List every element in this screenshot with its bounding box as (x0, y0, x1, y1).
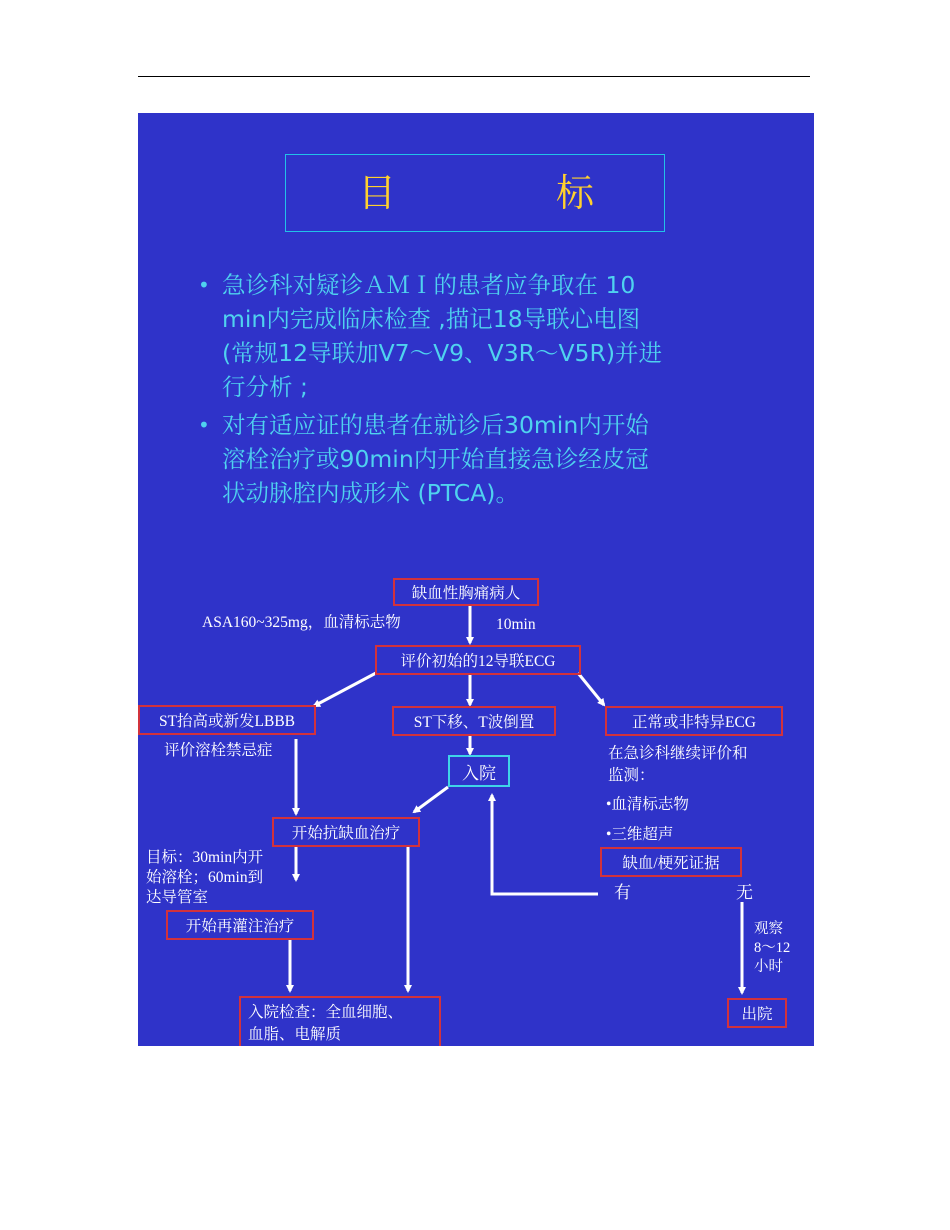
fc-admit-box: 入院 (448, 755, 510, 787)
arrow-ecg-to-normal (578, 673, 604, 705)
fc-eval-contra: 评价溶栓禁忌症 (164, 742, 273, 759)
fc-admission-tests-box (239, 996, 441, 1046)
bullet-line: 对有适应证的患者在就诊后30min内开始 (222, 411, 649, 439)
fc-no-label: 无 (736, 883, 753, 902)
bullet-line: min内完成临床检查 ,描记18导联心电图 (222, 305, 641, 333)
fc-st-dep-box: ST下移、T波倒置 (392, 706, 556, 736)
fc-observe-3: 小时 (754, 959, 783, 975)
bullet-line: 溶栓治疗或90min内开始直接急诊经皮冠 (222, 445, 649, 473)
arrow-ecg-to-st-elev (314, 673, 376, 706)
bullet-line: 急诊科对疑诊ＡＭＩ的患者应争取在 10 (222, 271, 636, 299)
fc-monitor-1: •血清标志物 (606, 796, 689, 813)
fc-goal-1: 目标：30min内开 (146, 849, 264, 866)
fc-monitor-2: •三维超声 (606, 826, 674, 843)
fc-time-note: 10min (496, 616, 536, 633)
header-rule (138, 76, 810, 77)
bullet-dot: • (198, 273, 210, 297)
fc-discharge-box: 出院 (727, 998, 787, 1028)
fc-admission-tests-2: 血脂、电解质 (248, 1026, 342, 1043)
fc-anti-ischemia-box: 开始抗缺血治疗 (272, 817, 420, 847)
fc-observe-2: 8～12 (754, 940, 791, 956)
slide-title-right: 标 (556, 171, 595, 215)
fc-goal-2: 始溶栓；60min到 (146, 869, 264, 886)
fc-yes-label: 有 (614, 883, 631, 902)
fc-goal-3: 达导管室 (146, 889, 209, 906)
fc-initial-ecg-box: 评价初始的12导联ECG (375, 645, 581, 675)
bullet-line: 状动脉腔内成形术 (PTCA)。 (222, 479, 519, 507)
arrow-admit-to-anti (414, 787, 448, 812)
fc-observe-1: 观察 (754, 921, 783, 937)
fc-start-box: 缺血性胸痛病人 (393, 578, 539, 606)
slide-panel (138, 113, 814, 1046)
bullet-dot: • (198, 413, 210, 437)
fc-continue-eval-1: 在急诊科继续评价和 (608, 745, 748, 762)
arrow-yes-to-admit (492, 795, 598, 894)
bullet-line: (常规12导联加V7～V9、V3R～V5R)并进 (222, 339, 663, 367)
fc-continue-eval-2: 监测： (608, 767, 655, 784)
fc-reperfusion-box: 开始再灌注治疗 (166, 910, 314, 940)
slide-title-left: 目 (358, 171, 397, 215)
bullet-line: 行分析 ; (222, 373, 308, 401)
fc-evidence-box: 缺血/梗死证据 (600, 847, 742, 877)
fc-asa-note: ASA160~325mg，血清标志物 (202, 614, 401, 631)
fc-normal-box: 正常或非特异ECG (605, 706, 783, 736)
fc-st-elev-box: ST抬高或新发LBBB (138, 705, 316, 735)
fc-admission-tests-1: 入院检查：全血细胞、 (248, 1004, 404, 1021)
